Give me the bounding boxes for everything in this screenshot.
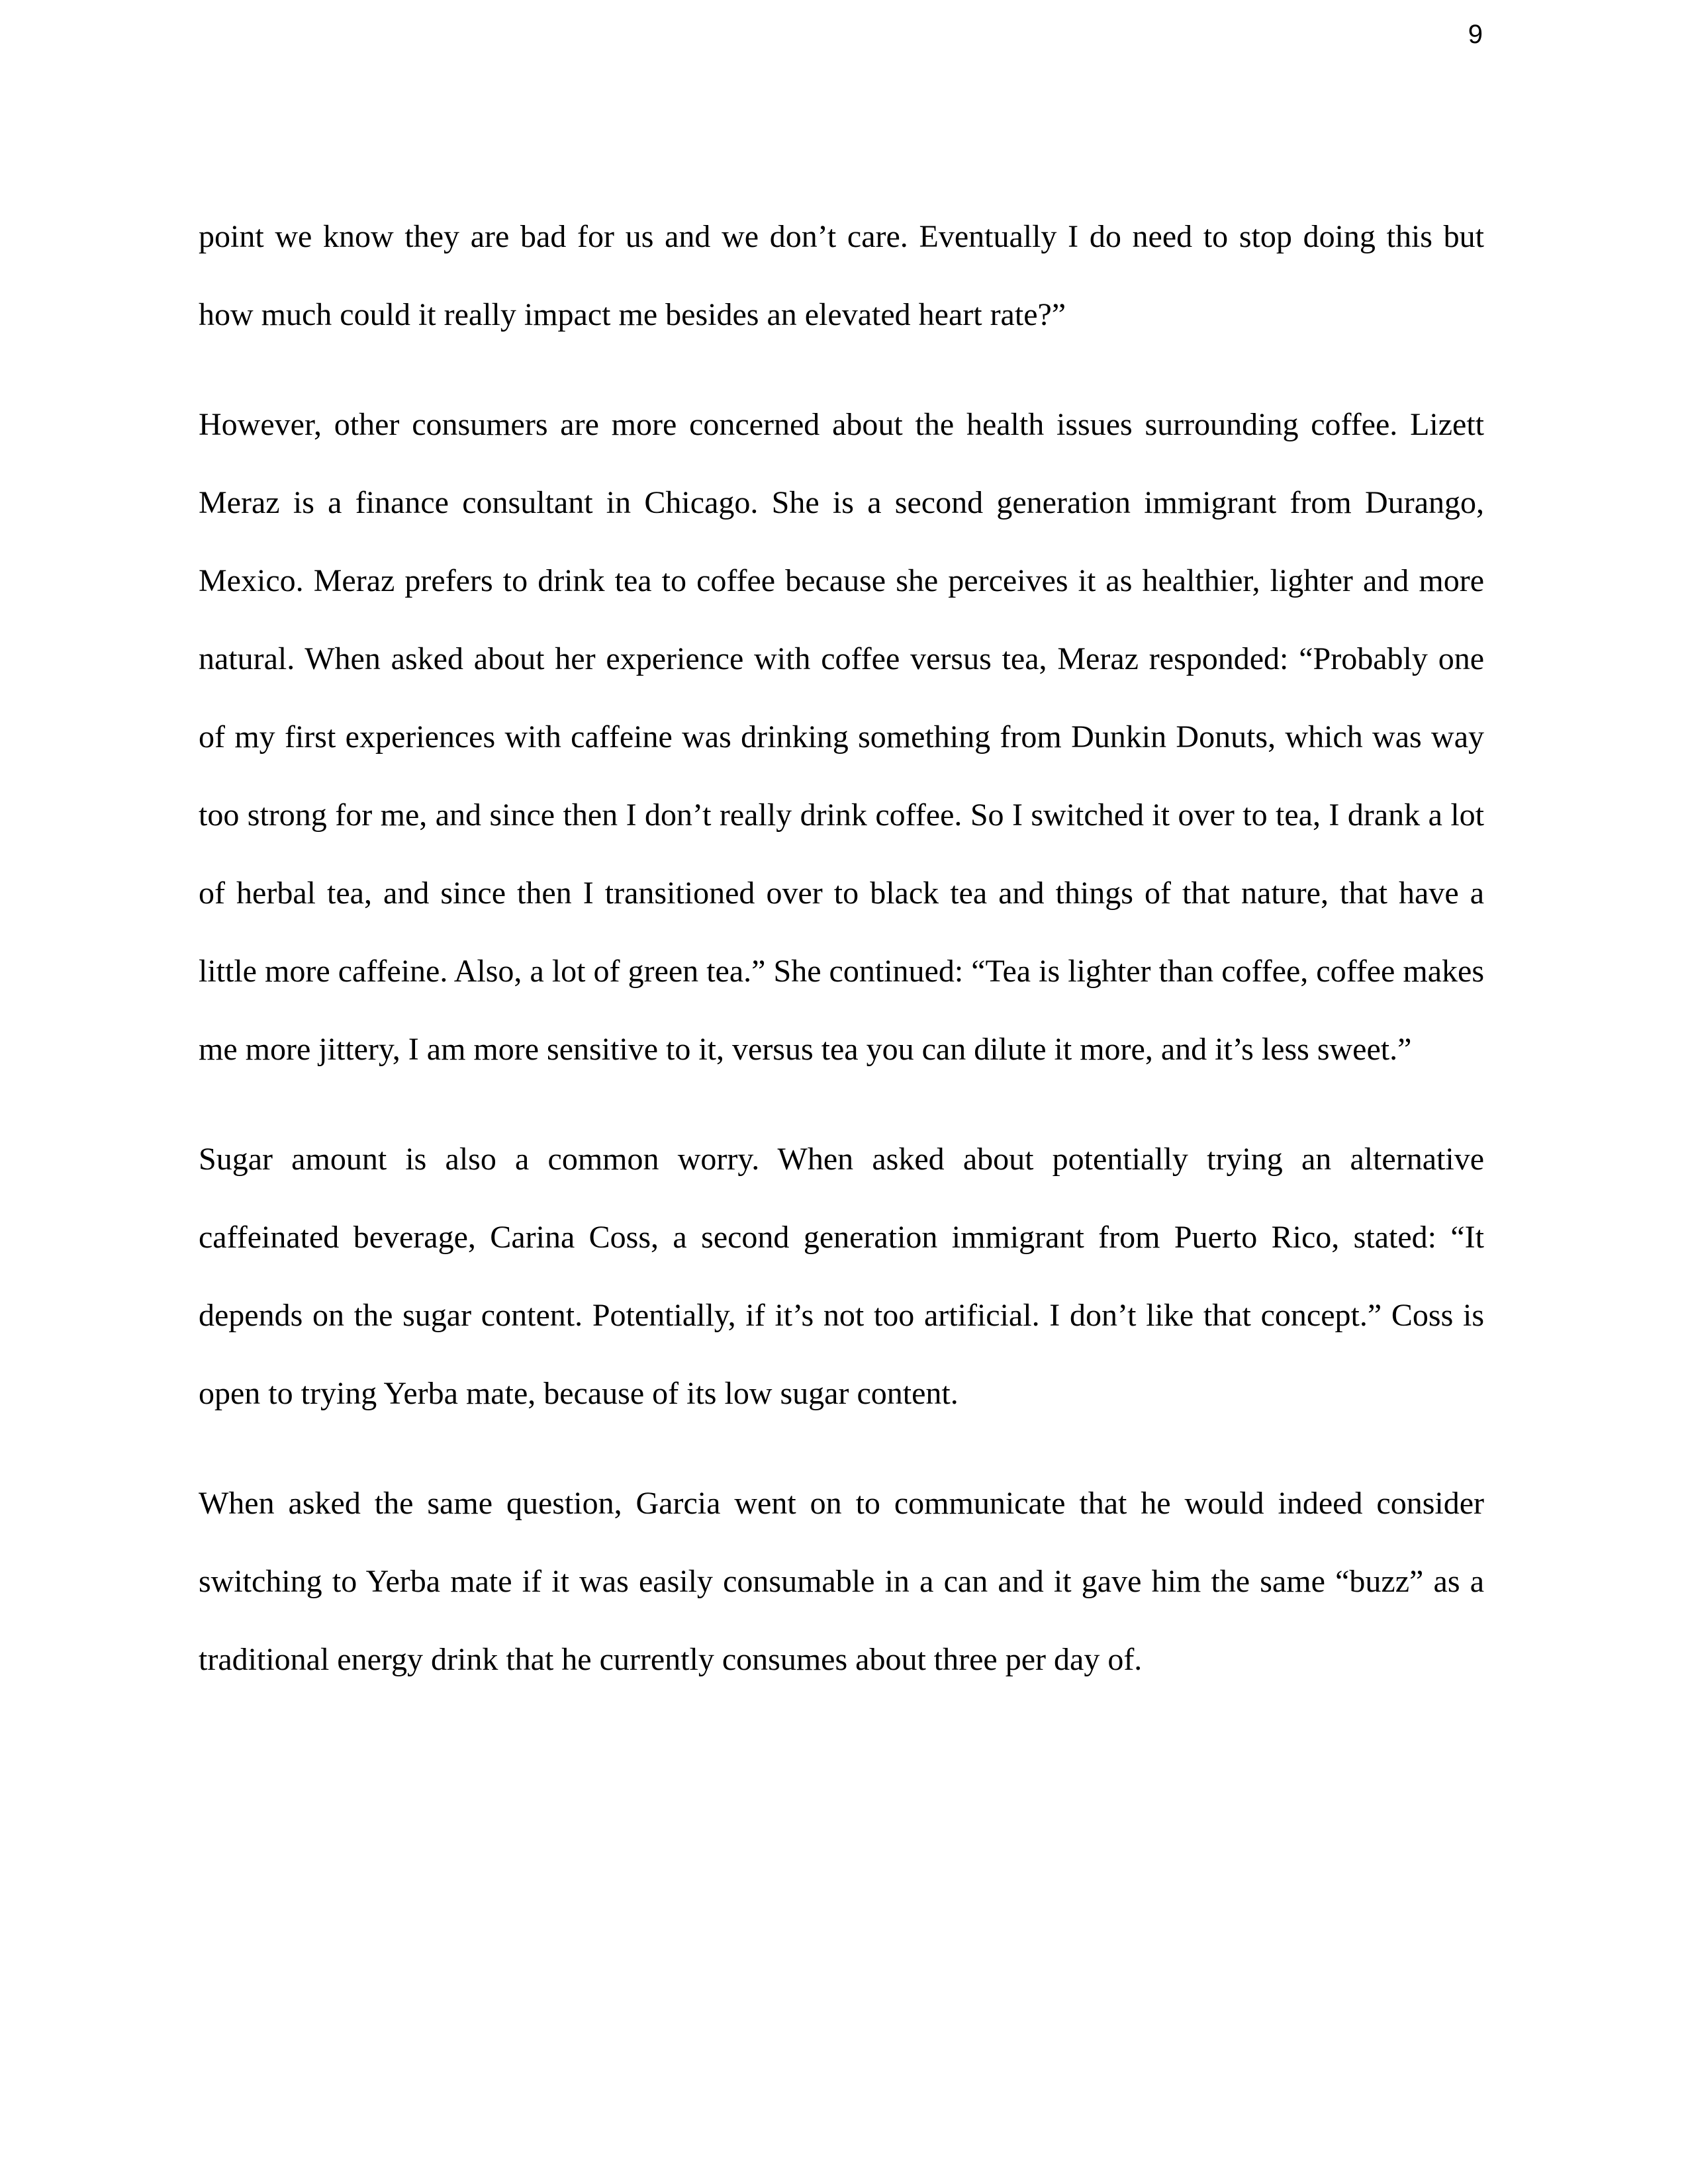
paragraph-meraz-tea: However, other consumers are more concerned about the health issues surrounding coffee. Lizett Meraz is a finance consultant in Chicago. She is a second generation immigrant from Durango, Mexico. Meraz prefers to drink tea to coffee because she perceives it as healthier, lighter and more natural. When asked about her experience with coffee versus tea, Meraz responded: “Probably one of my first experiences with caffeine was drinking something from Dunkin Donuts, which was way too strong for me, and since then I don’t really drink coffee. So I switched it over to tea, I drank a lot of herbal tea, and since then I transitioned over to black tea and things of that nature, that have a little more caffeine. Also, a lot of green tea.” She continued: “Tea is lighter than coffee, coffee makes me more jittery, I am more sensitive to it, versus tea you can dilute it more, and it’s less sweet.” xyxy=(199,407,1484,1067)
body-text xyxy=(199,198,1484,1731)
paragraph-continuation: point we know they are bad for us and we don’t care. Eventually I do need to stop doing this but how much could it really impact me besides an elevated heart rate?” xyxy=(199,219,1484,332)
page-number: 9 xyxy=(1468,20,1483,49)
paragraph-sugar-concern: Sugar amount is also a common worry. When asked about potentially trying an alternative caffeinated beverage, Carina Coss, a second generation immigrant from Puerto Rico, stated: “It depends on the sugar content. Potentially, if it’s not too artificial. I don’t like that concept.” Coss is open to trying Yerba mate, because of its low sugar content. xyxy=(199,1142,1484,1411)
paragraph-garcia-yerba-mate: When asked the same question, Garcia went on to communicate that he would indeed consider switching to Yerba mate if it was easily consumable in a can and it gave him the same “buzz” as a traditional energy drink that he currently consumes about three per day of. xyxy=(199,1486,1484,1677)
